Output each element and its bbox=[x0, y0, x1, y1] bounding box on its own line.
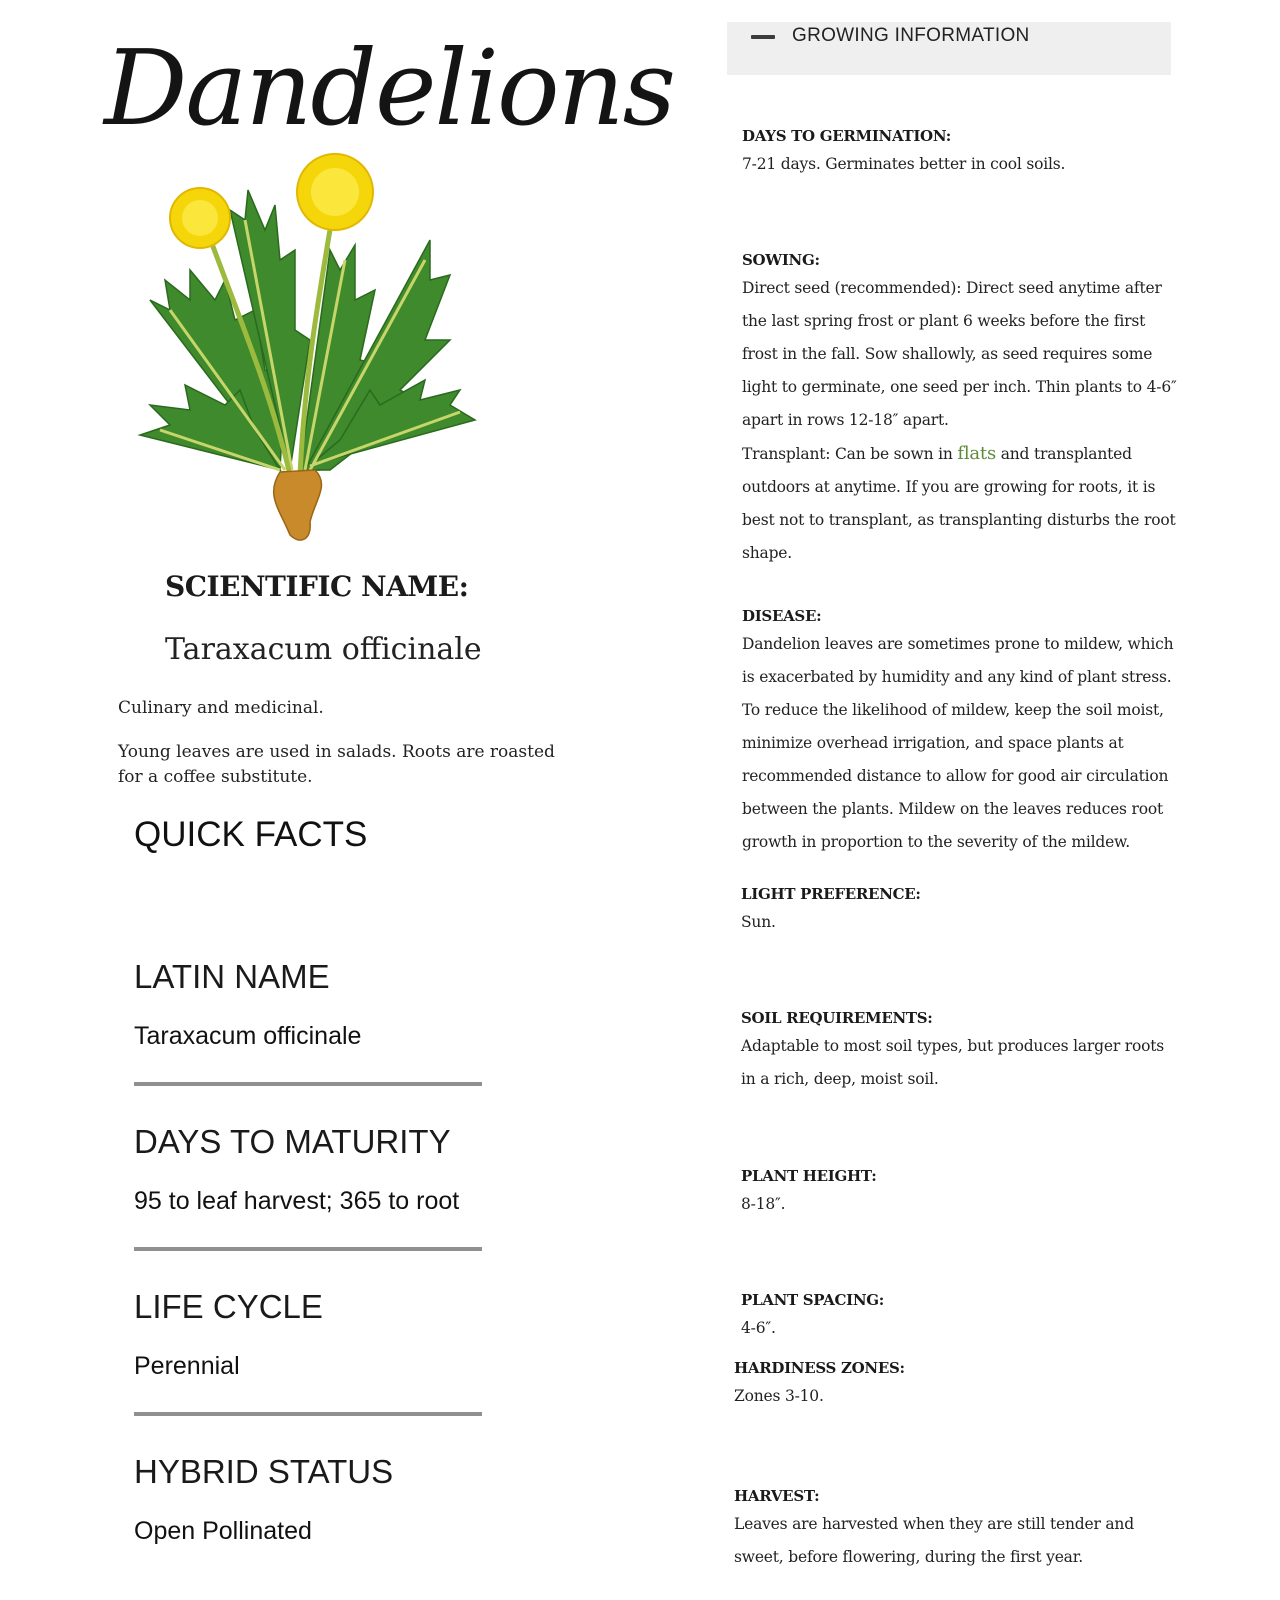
section-text: 7-21 days. Germinates better in cool soils. bbox=[742, 155, 1066, 173]
section-label: SOWING: bbox=[742, 251, 820, 269]
fact-value: 95 to leaf harvest; 365 to root bbox=[134, 1187, 460, 1215]
sowing-direct-text: Direct seed (recommended): Direct seed anytime after the last spring frost or plant 6 weeks before the first frost in the fall. Sow shallowly, as seed requires some light to germinate, one seed per inch. Thin plants to 4-6″ apart in rows 12-18″ apart. bbox=[742, 279, 1177, 429]
quick-facts-heading: QUICK FACTS bbox=[134, 815, 368, 854]
fact-hybrid-status bbox=[134, 1453, 482, 1577]
fact-label: LATIN NAME bbox=[134, 958, 330, 995]
transplant-text-end: and transplanted outdoors at anytime. If you are growing for roots, it is best not to transplant, as transplanting disturbs the root shape. bbox=[742, 445, 1176, 562]
fact-label: HYBRID STATUS bbox=[134, 1453, 394, 1490]
section-plant-spacing bbox=[741, 1288, 1181, 1345]
section-light bbox=[741, 882, 1181, 939]
section-text: 8-18″. bbox=[741, 1195, 786, 1213]
fact-value: Open Pollinated bbox=[134, 1517, 312, 1545]
fact-value: Taraxacum officinale bbox=[134, 1022, 362, 1050]
section-hardiness bbox=[734, 1356, 1174, 1413]
sowing-transplant-text bbox=[742, 437, 1182, 570]
section-label: SOIL REQUIREMENTS: bbox=[741, 1009, 933, 1027]
section-text: Sun. bbox=[741, 913, 776, 931]
section-label: PLANT SPACING: bbox=[741, 1291, 885, 1309]
fact-life-cycle bbox=[134, 1288, 482, 1416]
transplant-text-start: Transplant: Can be sown in bbox=[742, 445, 958, 463]
section-germination bbox=[742, 124, 1182, 181]
accordion-title: GROWING INFORMATION bbox=[792, 25, 1030, 46]
fact-label: LIFE CYCLE bbox=[134, 1288, 323, 1325]
fact-value: Perennial bbox=[134, 1352, 240, 1380]
section-text: Dandelion leaves are sometimes prone to mildew, which is exacerbated by humidity and any kind of plant stress. To reduce the likelihood of mildew, keep the soil moist, minimize overhead irrigation, and space plants at recommended distance to allow for good air circulation between the plants. Mildew on the leaves reduces root growth in proportion to the severity of the mildew. bbox=[742, 635, 1174, 851]
section-sowing bbox=[742, 248, 1182, 570]
section-harvest bbox=[734, 1484, 1174, 1574]
growing-information-toggle[interactable] bbox=[727, 22, 1171, 75]
page-title: Dandelions bbox=[104, 27, 674, 149]
section-label: PLANT HEIGHT: bbox=[741, 1167, 877, 1185]
section-text: Adaptable to most soil types, but produces larger roots in a rich, deep, moist soil. bbox=[741, 1037, 1165, 1088]
fact-label: DAYS TO MATURITY bbox=[134, 1123, 451, 1160]
section-label: LIGHT PREFERENCE: bbox=[741, 885, 921, 903]
scientific-name-label: SCIENTIFIC NAME: bbox=[165, 570, 469, 603]
section-soil bbox=[741, 1006, 1181, 1096]
section-plant-height bbox=[741, 1164, 1181, 1221]
section-text: Leaves are harvested when they are still tender and sweet, before flowering, during the first year. bbox=[734, 1515, 1134, 1566]
section-text: Zones 3-10. bbox=[734, 1387, 824, 1405]
section-text: 4-6″. bbox=[741, 1319, 776, 1337]
scientific-name-value: Taraxacum officinale bbox=[165, 632, 482, 667]
section-label: HARDINESS ZONES: bbox=[734, 1359, 905, 1377]
section-label: DISEASE: bbox=[742, 607, 822, 625]
fact-latin-name bbox=[134, 958, 482, 1086]
flats-link[interactable]: flats bbox=[957, 443, 996, 464]
section-disease bbox=[742, 604, 1182, 859]
intro-description: Young leaves are used in salads. Roots are roasted for a coffee substitute. bbox=[118, 742, 555, 787]
section-label: DAYS TO GERMINATION: bbox=[742, 127, 951, 145]
minus-icon bbox=[751, 35, 775, 39]
fact-days-to-maturity bbox=[134, 1123, 482, 1251]
intro-uses: Culinary and medicinal. bbox=[118, 698, 324, 718]
dandelion-illustration bbox=[130, 150, 490, 550]
section-label: HARVEST: bbox=[734, 1487, 820, 1505]
